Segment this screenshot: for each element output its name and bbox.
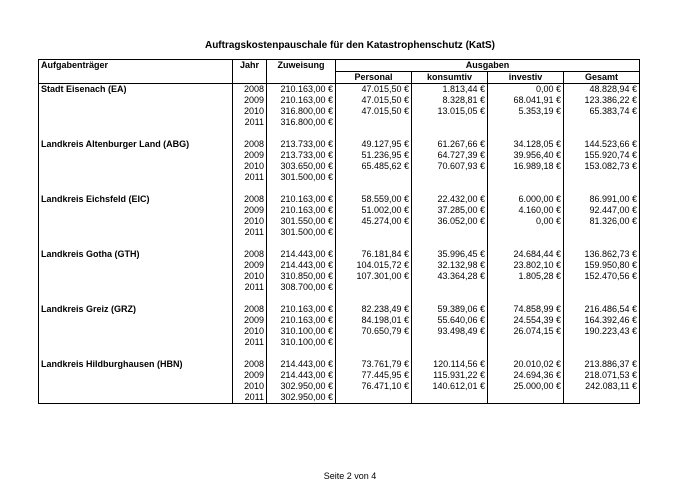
cell-zuweisung: 316.800,00 € bbox=[267, 106, 336, 117]
cell-gesamt: 155.920,74 € bbox=[564, 150, 640, 161]
cell-konsumtiv: 93.498,49 € bbox=[412, 326, 488, 337]
table-row bbox=[39, 260, 640, 271]
table-row bbox=[39, 216, 640, 227]
table-row bbox=[39, 95, 640, 106]
cell-investiv: 34.128,05 € bbox=[488, 139, 564, 150]
cell-konsumtiv bbox=[412, 227, 488, 238]
cell-personal: 73.761,79 € bbox=[336, 359, 412, 370]
cell-investiv: 5.353,19 € bbox=[488, 106, 564, 117]
cell-zuweisung: 308.700,00 € bbox=[267, 282, 336, 293]
cell-konsumtiv: 13.015,05 € bbox=[412, 106, 488, 117]
cell-investiv: 16.989,18 € bbox=[488, 161, 564, 172]
group-spacer bbox=[39, 293, 640, 304]
cell-konsumtiv: 59.389,06 € bbox=[412, 304, 488, 315]
cell-jahr: 2011 bbox=[233, 117, 267, 128]
cell-zuweisung: 310.100,00 € bbox=[267, 337, 336, 348]
table-row bbox=[39, 326, 640, 337]
cell-konsumtiv: 140.612,01 € bbox=[412, 381, 488, 392]
cell-konsumtiv: 37.285,00 € bbox=[412, 205, 488, 216]
cell-investiv: 1.805,28 € bbox=[488, 271, 564, 282]
table-row bbox=[39, 337, 640, 348]
cell-konsumtiv: 61.267,66 € bbox=[412, 139, 488, 150]
cell-gesamt: 48.828,94 € bbox=[564, 84, 640, 96]
group-spacer bbox=[39, 183, 640, 194]
entity-name: Stadt Eisenach (EA) bbox=[39, 84, 233, 96]
cell-jahr: 2008 bbox=[233, 304, 267, 315]
table-row bbox=[39, 271, 640, 282]
cell-personal: 47.015,50 € bbox=[336, 106, 412, 117]
cell-investiv bbox=[488, 337, 564, 348]
cell-gesamt bbox=[564, 117, 640, 128]
cell-personal: 76.471,10 € bbox=[336, 381, 412, 392]
cell-jahr: 2011 bbox=[233, 172, 267, 183]
cell-zuweisung: 213.733,00 € bbox=[267, 139, 336, 150]
table-body bbox=[39, 84, 640, 404]
cell-gesamt: 153.082,73 € bbox=[564, 161, 640, 172]
cell-gesamt: 216.486,54 € bbox=[564, 304, 640, 315]
cell-personal bbox=[336, 282, 412, 293]
cell-konsumtiv: 1.813,44 € bbox=[412, 84, 488, 96]
cell-personal: 77.445,95 € bbox=[336, 370, 412, 381]
cell-zuweisung: 210.163,00 € bbox=[267, 205, 336, 216]
cell-investiv bbox=[488, 282, 564, 293]
cell-personal: 51.002,00 € bbox=[336, 205, 412, 216]
cell-jahr: 2008 bbox=[233, 139, 267, 150]
cell-jahr: 2009 bbox=[233, 315, 267, 326]
cell-zuweisung: 316.800,00 € bbox=[267, 117, 336, 128]
cell-investiv bbox=[488, 392, 564, 404]
table-row bbox=[39, 139, 640, 150]
cell-gesamt: 164.392,46 € bbox=[564, 315, 640, 326]
cell-gesamt bbox=[564, 282, 640, 293]
cell-jahr: 2010 bbox=[233, 271, 267, 282]
cell-konsumtiv bbox=[412, 172, 488, 183]
cell-zuweisung: 301.500,00 € bbox=[267, 227, 336, 238]
cell-zuweisung: 302.950,00 € bbox=[267, 392, 336, 404]
cell-jahr: 2011 bbox=[233, 282, 267, 293]
cell-personal: 45.274,00 € bbox=[336, 216, 412, 227]
cell-zuweisung: 210.163,00 € bbox=[267, 315, 336, 326]
cell-investiv bbox=[488, 117, 564, 128]
cell-gesamt: 86.991,00 € bbox=[564, 194, 640, 205]
cell-zuweisung: 301.550,00 € bbox=[267, 216, 336, 227]
group-spacer bbox=[39, 128, 640, 139]
cell-konsumtiv: 70.607,93 € bbox=[412, 161, 488, 172]
cell-konsumtiv: 32.132,98 € bbox=[412, 260, 488, 271]
cell-zuweisung: 301.500,00 € bbox=[267, 172, 336, 183]
cell-zuweisung: 310.100,00 € bbox=[267, 326, 336, 337]
cell-investiv: 25.000,00 € bbox=[488, 381, 564, 392]
table-row bbox=[39, 315, 640, 326]
cell-personal: 82.238,49 € bbox=[336, 304, 412, 315]
cell-jahr: 2010 bbox=[233, 106, 267, 117]
cell-konsumtiv bbox=[412, 392, 488, 404]
cell-konsumtiv: 115.931,22 € bbox=[412, 370, 488, 381]
cell-jahr: 2010 bbox=[233, 326, 267, 337]
cell-gesamt bbox=[564, 337, 640, 348]
cell-konsumtiv: 55.640,06 € bbox=[412, 315, 488, 326]
header-investiv: investiv bbox=[488, 72, 564, 84]
cell-personal: 58.559,00 € bbox=[336, 194, 412, 205]
table-row bbox=[39, 161, 640, 172]
cell-investiv bbox=[488, 172, 564, 183]
cell-personal: 51.236,95 € bbox=[336, 150, 412, 161]
cell-gesamt: 123.386,22 € bbox=[564, 95, 640, 106]
cell-zuweisung: 213.733,00 € bbox=[267, 150, 336, 161]
cell-jahr: 2011 bbox=[233, 392, 267, 404]
cell-konsumtiv bbox=[412, 337, 488, 348]
cell-jahr: 2010 bbox=[233, 216, 267, 227]
cell-investiv: 74.858,99 € bbox=[488, 304, 564, 315]
table-row bbox=[39, 381, 640, 392]
cell-gesamt: 136.862,73 € bbox=[564, 249, 640, 260]
cell-jahr: 2009 bbox=[233, 260, 267, 271]
cell-jahr: 2010 bbox=[233, 161, 267, 172]
entity-name: Landkreis Eichsfeld (EIC) bbox=[39, 194, 233, 205]
cell-personal bbox=[336, 337, 412, 348]
table-row bbox=[39, 359, 640, 370]
cell-zuweisung: 210.163,00 € bbox=[267, 84, 336, 96]
table-row bbox=[39, 172, 640, 183]
header-jahr: Jahr bbox=[233, 60, 267, 72]
header-ausgaben: Ausgaben bbox=[336, 60, 640, 72]
cell-jahr: 2008 bbox=[233, 359, 267, 370]
document-title: Auftragskostenpauschale für den Katastrophenschutz (KatS) bbox=[204, 40, 496, 51]
cell-konsumtiv: 8.328,81 € bbox=[412, 95, 488, 106]
cell-investiv: 23.802,10 € bbox=[488, 260, 564, 271]
cell-gesamt bbox=[564, 392, 640, 404]
cell-jahr: 2008 bbox=[233, 249, 267, 260]
cell-personal: 70.650,79 € bbox=[336, 326, 412, 337]
cell-zuweisung: 214.443,00 € bbox=[267, 370, 336, 381]
cell-konsumtiv: 36.052,00 € bbox=[412, 216, 488, 227]
table-row bbox=[39, 304, 640, 315]
cell-jahr: 2010 bbox=[233, 381, 267, 392]
cell-investiv bbox=[488, 227, 564, 238]
cell-zuweisung: 214.443,00 € bbox=[267, 359, 336, 370]
cell-personal bbox=[336, 392, 412, 404]
cell-gesamt: 218.071,53 € bbox=[564, 370, 640, 381]
group-spacer bbox=[39, 238, 640, 249]
cell-investiv: 0,00 € bbox=[488, 84, 564, 96]
cell-konsumtiv: 35.996,45 € bbox=[412, 249, 488, 260]
cell-jahr: 2009 bbox=[233, 370, 267, 381]
cell-investiv: 39.956,40 € bbox=[488, 150, 564, 161]
cell-personal bbox=[336, 172, 412, 183]
cell-zuweisung: 302.950,00 € bbox=[267, 381, 336, 392]
kats-table bbox=[38, 59, 640, 404]
cell-personal: 49.127,95 € bbox=[336, 139, 412, 150]
page-footer: Seite 2 von 4 bbox=[323, 471, 377, 481]
header-personal: Personal bbox=[336, 72, 412, 84]
cell-personal: 107.301,00 € bbox=[336, 271, 412, 282]
entity-name: Landkreis Altenburger Land (ABG) bbox=[39, 139, 233, 150]
table-row bbox=[39, 392, 640, 404]
cell-personal: 47.015,50 € bbox=[336, 84, 412, 96]
header-gesamt: Gesamt bbox=[564, 72, 640, 84]
cell-personal bbox=[336, 227, 412, 238]
cell-jahr: 2009 bbox=[233, 150, 267, 161]
cell-gesamt: 242.083,11 € bbox=[564, 381, 640, 392]
header-aufgabentraeger: Aufgabenträger bbox=[39, 60, 233, 72]
table-row bbox=[39, 249, 640, 260]
cell-zuweisung: 210.163,00 € bbox=[267, 304, 336, 315]
cell-konsumtiv bbox=[412, 117, 488, 128]
cell-gesamt: 65.383,74 € bbox=[564, 106, 640, 117]
cell-gesamt: 81.326,00 € bbox=[564, 216, 640, 227]
cell-gesamt: 144.523,66 € bbox=[564, 139, 640, 150]
cell-zuweisung: 210.163,00 € bbox=[267, 194, 336, 205]
cell-jahr: 2008 bbox=[233, 194, 267, 205]
cell-zuweisung: 303.650,00 € bbox=[267, 161, 336, 172]
cell-jahr: 2009 bbox=[233, 95, 267, 106]
table-row bbox=[39, 117, 640, 128]
cell-investiv: 4.160,00 € bbox=[488, 205, 564, 216]
group-spacer bbox=[39, 348, 640, 359]
header-zuweisung: Zuweisung bbox=[267, 60, 336, 72]
table-row bbox=[39, 150, 640, 161]
cell-investiv: 24.694,36 € bbox=[488, 370, 564, 381]
cell-jahr: 2011 bbox=[233, 227, 267, 238]
cell-jahr: 2008 bbox=[233, 84, 267, 96]
cell-konsumtiv: 64.727,39 € bbox=[412, 150, 488, 161]
cell-personal: 84.198,01 € bbox=[336, 315, 412, 326]
cell-gesamt: 213.886,37 € bbox=[564, 359, 640, 370]
entity-name: Landkreis Greiz (GRZ) bbox=[39, 304, 233, 315]
cell-gesamt bbox=[564, 227, 640, 238]
cell-personal bbox=[336, 117, 412, 128]
cell-gesamt: 190.223,43 € bbox=[564, 326, 640, 337]
cell-gesamt: 92.447,00 € bbox=[564, 205, 640, 216]
entity-name: Landkreis Hildburghausen (HBN) bbox=[39, 359, 233, 370]
cell-konsumtiv: 43.364,28 € bbox=[412, 271, 488, 282]
cell-zuweisung: 210.163,00 € bbox=[267, 95, 336, 106]
header-konsumtiv: konsumtiv bbox=[412, 72, 488, 84]
cell-konsumtiv: 120.114,56 € bbox=[412, 359, 488, 370]
entity-name: Landkreis Gotha (GTH) bbox=[39, 249, 233, 260]
table-row bbox=[39, 194, 640, 205]
cell-investiv: 26.074,15 € bbox=[488, 326, 564, 337]
cell-personal: 65.485,62 € bbox=[336, 161, 412, 172]
cell-zuweisung: 214.443,00 € bbox=[267, 260, 336, 271]
table-row bbox=[39, 227, 640, 238]
cell-jahr: 2009 bbox=[233, 205, 267, 216]
cell-gesamt: 159.950,80 € bbox=[564, 260, 640, 271]
cell-konsumtiv: 22.432,00 € bbox=[412, 194, 488, 205]
table-row bbox=[39, 205, 640, 216]
cell-investiv: 24.684,44 € bbox=[488, 249, 564, 260]
cell-zuweisung: 214.443,00 € bbox=[267, 249, 336, 260]
cell-gesamt: 152.470,56 € bbox=[564, 271, 640, 282]
cell-investiv: 0,00 € bbox=[488, 216, 564, 227]
cell-investiv: 6.000,00 € bbox=[488, 194, 564, 205]
cell-investiv: 24.554,39 € bbox=[488, 315, 564, 326]
cell-personal: 47.015,50 € bbox=[336, 95, 412, 106]
table-row bbox=[39, 282, 640, 293]
cell-zuweisung: 310.850,00 € bbox=[267, 271, 336, 282]
cell-gesamt bbox=[564, 172, 640, 183]
cell-investiv: 68.041,91 € bbox=[488, 95, 564, 106]
cell-personal: 104.015,72 € bbox=[336, 260, 412, 271]
cell-jahr: 2011 bbox=[233, 337, 267, 348]
table-row bbox=[39, 84, 640, 96]
table-row bbox=[39, 370, 640, 381]
cell-personal: 76.181,84 € bbox=[336, 249, 412, 260]
table-row bbox=[39, 106, 640, 117]
cell-investiv: 20.010,02 € bbox=[488, 359, 564, 370]
cell-konsumtiv bbox=[412, 282, 488, 293]
